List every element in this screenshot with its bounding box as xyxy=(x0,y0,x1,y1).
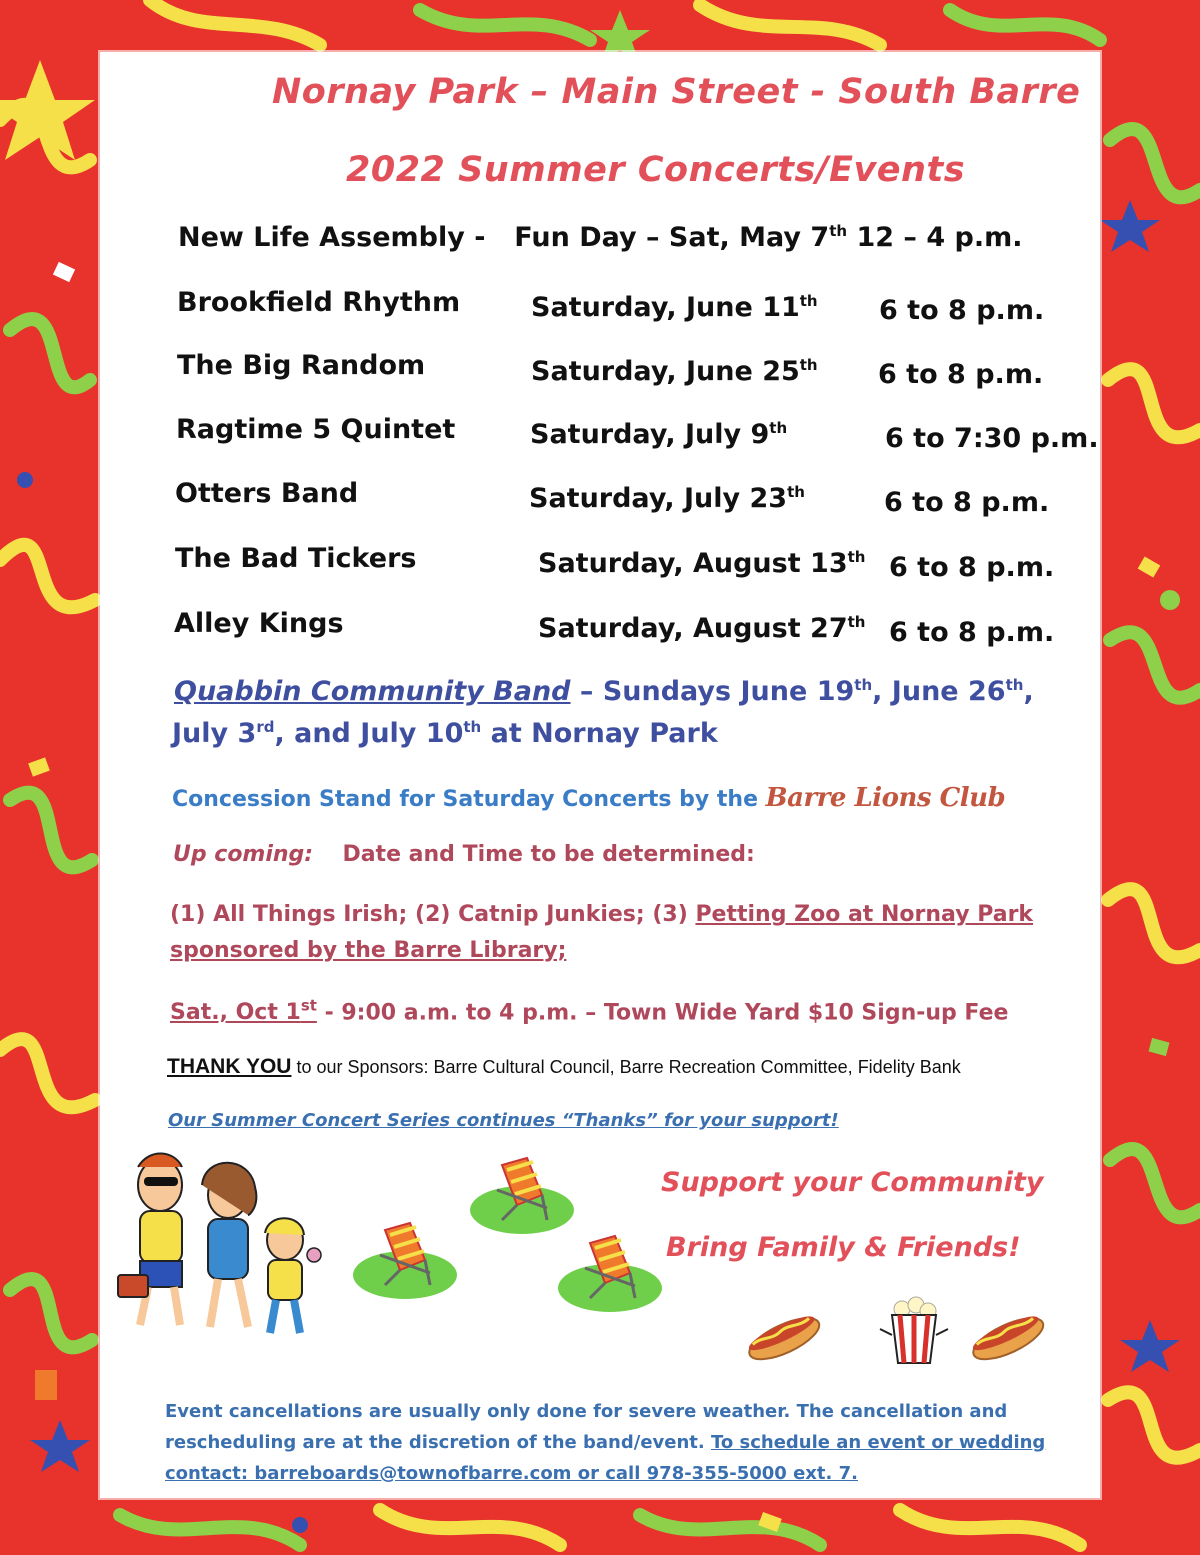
concert-date-text: Saturday, June 11 xyxy=(531,292,800,323)
upcoming-list-line-2: sponsored by the Barre Library; xyxy=(170,938,567,963)
concert-date-sup: th xyxy=(787,483,805,501)
concert-date xyxy=(531,356,818,387)
lawn-chair-icon xyxy=(350,1215,460,1300)
thank-you-label: THANK YOU xyxy=(167,1055,292,1078)
concert-date-text: Saturday, August 13 xyxy=(538,548,848,579)
fun-day-line xyxy=(178,222,1022,253)
footer-cancellation-text: Event cancellations are usually only done for severe weather. The cancellation and rescheduling are at the discretion of the band/event. xyxy=(165,1401,1008,1453)
footer-contact-link[interactable]: To schedule an event or wedding contact: barreboards@townofbarre.com or call 978-355-5000 ext. 7. xyxy=(165,1432,1046,1484)
petting-zoo-link: Petting Zoo at Nornay Park xyxy=(695,902,1034,927)
fun-day-sup: th xyxy=(829,222,848,240)
concession-line xyxy=(172,783,1005,813)
fun-day-org: New Life Assembly - xyxy=(178,222,486,253)
concert-name: The Big Random xyxy=(177,350,426,381)
concert-name: Brookfield Rhythm xyxy=(177,287,461,318)
quabbin-band-name: Quabbin Community Band xyxy=(174,676,571,707)
lawn-chair-icon xyxy=(467,1150,577,1235)
upcoming-list-line-1 xyxy=(170,902,1033,927)
quabbin-sup-2: th xyxy=(1005,676,1024,694)
concert-name: Alley Kings xyxy=(174,608,344,639)
concert-date-sup: th xyxy=(799,292,818,310)
concert-name: The Bad Tickers xyxy=(175,543,417,574)
season-title: 2022 Summer Concerts/Events xyxy=(346,150,966,190)
bring-family: Bring Family & Friends! xyxy=(666,1232,1021,1263)
quabbin-text-b: , June 26 xyxy=(872,676,1006,707)
concert-date-text: Saturday, June 25 xyxy=(531,356,800,387)
concert-name: Ragtime 5 Quintet xyxy=(176,414,456,445)
yard-sale-date xyxy=(170,997,317,1026)
quabbin-text-f: at Nornay Park xyxy=(481,718,718,749)
quabbin-text-c: , xyxy=(1023,676,1034,707)
quabbin-text-e: , and July 10 xyxy=(274,718,464,749)
concert-date xyxy=(538,613,865,644)
quabbin-sup-4: th xyxy=(463,718,482,736)
quabbin-line-1 xyxy=(174,676,1034,707)
quabbin-line-2 xyxy=(172,718,718,749)
concert-date-text: Saturday, July 23 xyxy=(529,483,788,514)
upcoming-line xyxy=(173,842,755,867)
fun-day-event: Fun Day – Sat, May 7 xyxy=(514,222,830,253)
concert-date-sup: th xyxy=(799,356,818,374)
concert-date-text: Saturday, July 9 xyxy=(530,419,770,450)
series-note: Our Summer Concert Series continues “Thanks” for your support! xyxy=(168,1110,839,1131)
quabbin-text-d: July 3 xyxy=(172,718,257,749)
concert-date xyxy=(530,419,787,450)
quabbin-sup-1: th xyxy=(854,676,873,694)
hot-dog-icon xyxy=(742,1305,824,1367)
quabbin-text-a: – Sundays June 19 xyxy=(570,676,855,707)
concert-time: 6 to 8 p.m. xyxy=(889,552,1055,583)
concert-date xyxy=(531,292,818,323)
concert-date xyxy=(529,483,805,514)
concert-name: Otters Band xyxy=(175,478,359,509)
yard-sale-date-text: Sat., Oct 1 xyxy=(170,1000,301,1026)
concession-text: Concession Stand for Saturday Concerts by the xyxy=(172,787,766,812)
concert-date-sup: th xyxy=(847,613,866,631)
popcorn-icon xyxy=(874,1295,954,1370)
concert-date-text: Saturday, August 27 xyxy=(538,613,848,644)
yard-sale-sup: st xyxy=(300,997,317,1015)
quabbin-sup-3: rd xyxy=(256,718,275,736)
concert-date-sup: th xyxy=(847,548,866,566)
hot-dog-icon xyxy=(966,1305,1048,1367)
yard-sale-line xyxy=(170,997,1008,1025)
upcoming-text: Date and Time to be determined: xyxy=(342,842,755,867)
venue-title: Nornay Park – Main Street - South Barre xyxy=(272,72,1081,112)
upcoming-label: Up coming: xyxy=(173,842,314,867)
concert-date-sup: th xyxy=(769,419,788,437)
family-cartoon-icon xyxy=(110,1145,340,1345)
concert-time: 6 to 8 p.m. xyxy=(889,617,1055,648)
yard-sale-text: - 9:00 a.m. to 4 p.m. – Town Wide Yard $10 Sign-up Fee xyxy=(316,1000,1009,1026)
upcoming-list-text: (1) All Things Irish; (2) Catnip Junkies; (3) xyxy=(170,902,696,927)
lions-club-name: Barre Lions Club xyxy=(765,783,1006,813)
concert-time: 6 to 8 p.m. xyxy=(878,359,1044,390)
footer-notice xyxy=(165,1396,1100,1489)
support-community: Support your Community xyxy=(661,1167,1044,1198)
fun-day-time: 12 – 4 p.m. xyxy=(847,222,1023,253)
concert-date xyxy=(538,548,865,579)
lawn-chair-icon xyxy=(555,1228,665,1313)
concert-time: 6 to 7:30 p.m. xyxy=(885,423,1099,454)
concert-time: 6 to 8 p.m. xyxy=(884,487,1050,518)
sponsors-line xyxy=(167,1055,961,1079)
concert-time: 6 to 8 p.m. xyxy=(879,295,1045,326)
sponsors-text: to our Sponsors: Barre Cultural Council, Barre Recreation Committee, Fidelity Bank xyxy=(291,1057,961,1077)
